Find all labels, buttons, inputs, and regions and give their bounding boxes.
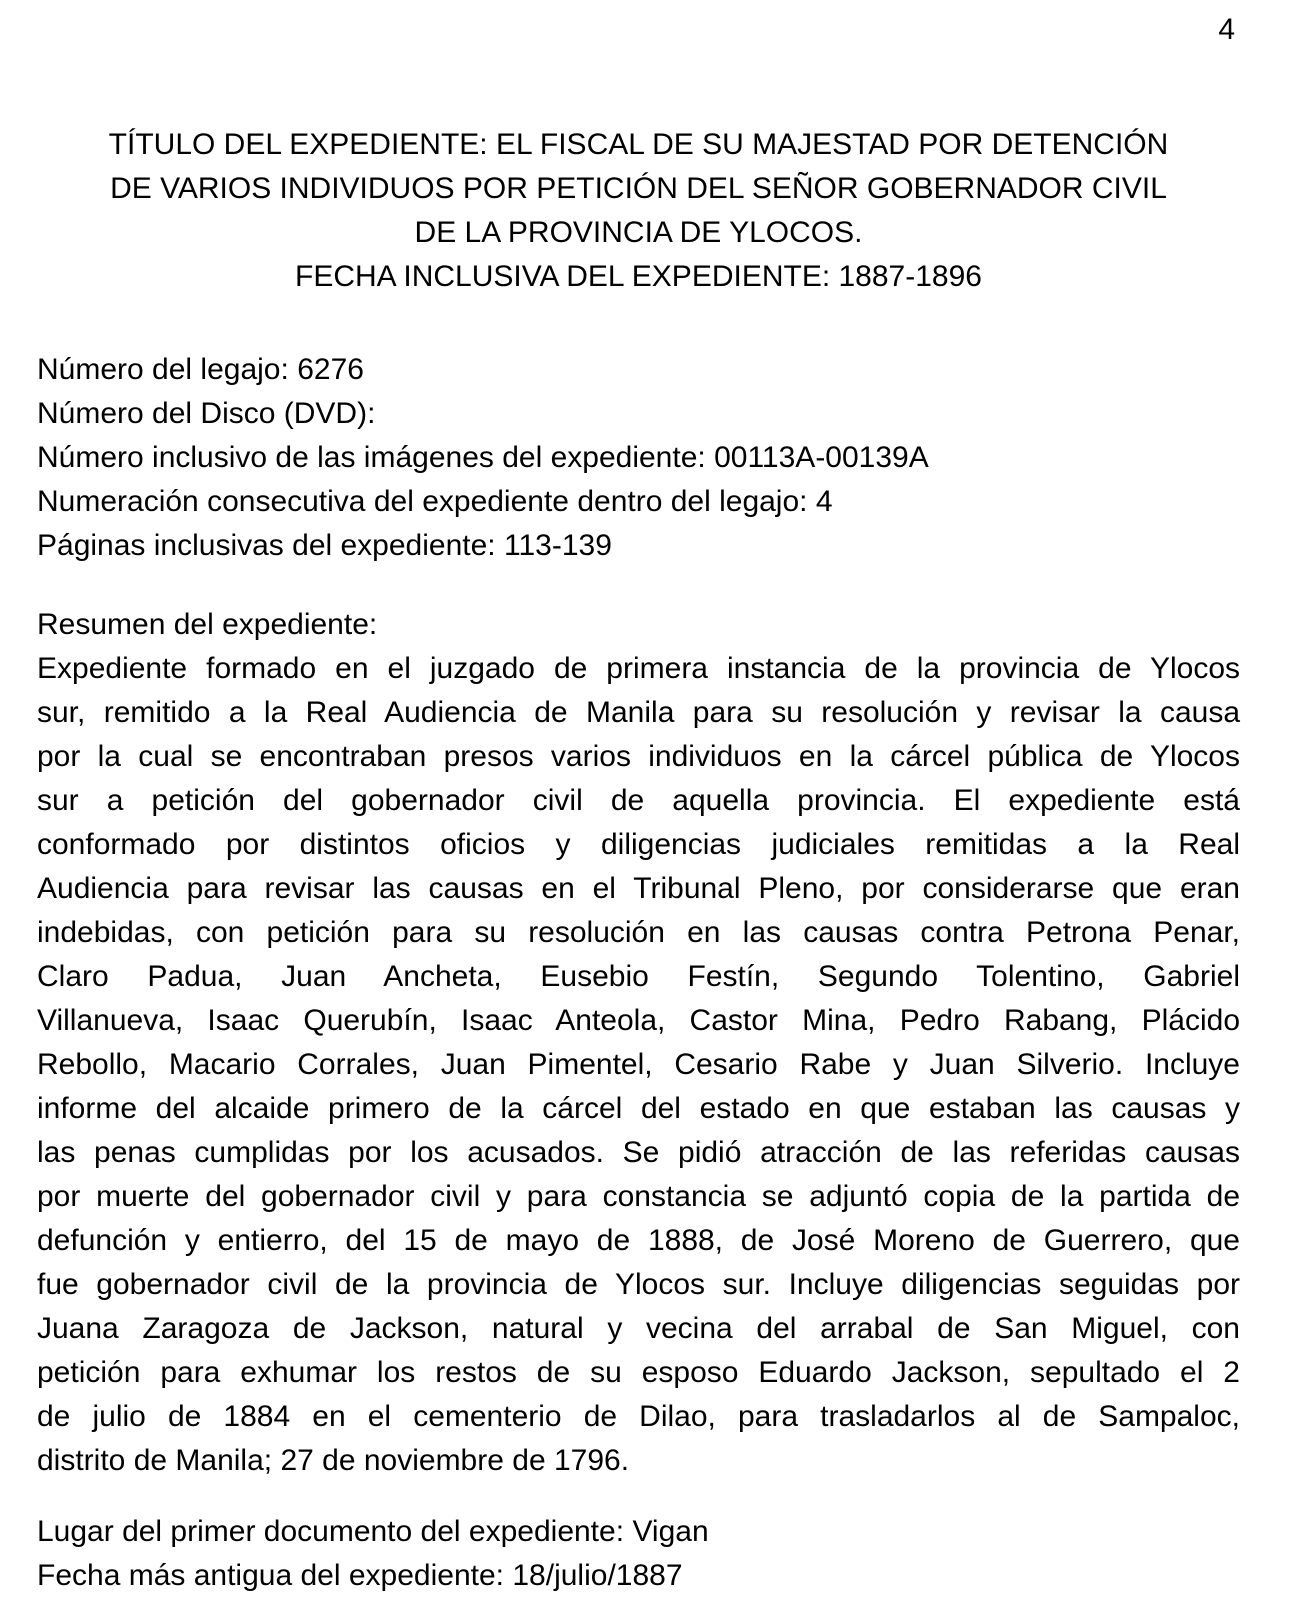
metadata-label: Número inclusivo de las imágenes del expediente:: [37, 441, 706, 474]
footer-value: 18/julio/1887: [512, 1559, 683, 1592]
metadata-label: Páginas inclusivas del expediente:: [37, 529, 496, 562]
metadata-row: [37, 436, 1240, 480]
summary-line: Juana Zaragoza de Jackson, natural y vecina del arrabal de San Miguel, con: [37, 1312, 1240, 1345]
summary-line: indebidas, con petición para su resolución en las causas contra Petrona Penar,: [37, 916, 1240, 949]
footer-label: Fecha más antigua del expediente:: [37, 1559, 504, 1592]
title-line: FECHA INCLUSIVA DEL EXPEDIENTE: 1887-1896: [295, 260, 982, 293]
summary-line: petición para exhumar los restos de su esposo Eduardo Jackson, sepultado el 2: [37, 1356, 1240, 1389]
metadata-label: Número del Disco (DVD):: [37, 397, 376, 430]
summary-line: por la cual se encontraban presos varios individuos en la cárcel pública de Ylocos: [37, 740, 1240, 773]
title-block: [37, 123, 1240, 299]
metadata-value: 4: [815, 485, 833, 518]
summary-line: por muerte del gobernador civil y para constancia se adjuntó copia de la partida de: [37, 1180, 1240, 1213]
metadata-row: [37, 524, 1240, 568]
summary-line: Rebollo, Macario Corrales, Juan Pimentel, Cesario Rabe y Juan Silverio. Incluye: [37, 1048, 1240, 1081]
footer-label: Lugar del primer documento del expediente:: [37, 1515, 625, 1548]
metadata-block: [37, 348, 1240, 568]
title-line: TÍTULO DEL EXPEDIENTE: EL FISCAL DE SU MAJESTAD POR DETENCIÓN: [108, 128, 1169, 161]
title-line: DE VARIOS INDIVIDUOS POR PETICIÓN DEL SEÑOR GOBERNADOR CIVIL: [110, 172, 1167, 205]
metadata-row: [37, 480, 1240, 524]
metadata-value: 00113A-00139A: [714, 441, 929, 474]
title-line: DE LA PROVINCIA DE YLOCOS.: [414, 216, 863, 249]
summary-line: de julio de 1884 en el cementerio de Dilao, para trasladarlos al de Sampaloc,: [37, 1400, 1240, 1433]
summary-heading: Resumen del expediente:: [37, 608, 378, 641]
summary-line: sur a petición del gobernador civil de aquella provincia. El expediente está: [37, 784, 1240, 817]
summary-line: distrito de Manila; 27 de noviembre de 1796.: [37, 1444, 630, 1477]
metadata-row: [37, 392, 1240, 436]
metadata-value: 113-139: [504, 529, 612, 562]
summary-line: conformado por distintos oficios y diligencias judiciales remitidas a la Real: [37, 828, 1240, 861]
summary-line: sur, remitido a la Real Audiencia de Manila para su resolución y revisar la causa: [37, 696, 1240, 729]
metadata-row: [37, 348, 1240, 392]
summary-paragraph: [37, 647, 1240, 1483]
summary-line: Villanueva, Isaac Querubín, Isaac Anteola, Castor Mina, Pedro Rabang, Plácido: [37, 1004, 1240, 1037]
summary-line: las penas cumplidas por los acusados. Se pidió atracción de las referidas causas: [37, 1136, 1240, 1169]
summary-line: defunción y entierro, del 15 de mayo de 1888, de José Moreno de Guerrero, que: [37, 1224, 1240, 1257]
metadata-label: Numeración consecutiva del expediente dentro del legajo:: [37, 485, 808, 518]
footer-row: [37, 1510, 1240, 1554]
metadata-value: 6276: [297, 353, 364, 386]
summary-line: informe del alcaide primero de la cárcel del estado en que estaban las causas y: [37, 1092, 1240, 1125]
summary-line: Claro Padua, Juan Ancheta, Eusebio Festín, Segundo Tolentino, Gabriel: [37, 960, 1240, 993]
footer-block: [37, 1510, 1240, 1598]
footer-value: Vigan: [632, 1515, 709, 1548]
page-number: 4: [1218, 13, 1235, 46]
metadata-label: Número del legajo:: [37, 353, 289, 386]
summary-line: Audiencia para revisar las causas en el Tribunal Pleno, por considerarse que eran: [37, 872, 1240, 905]
summary-line: Expediente formado en el juzgado de primera instancia de la provincia de Ylocos: [37, 652, 1240, 685]
footer-row: [37, 1554, 1240, 1598]
summary-line: fue gobernador civil de la provincia de Ylocos sur. Incluye diligencias seguidas por: [37, 1268, 1240, 1301]
